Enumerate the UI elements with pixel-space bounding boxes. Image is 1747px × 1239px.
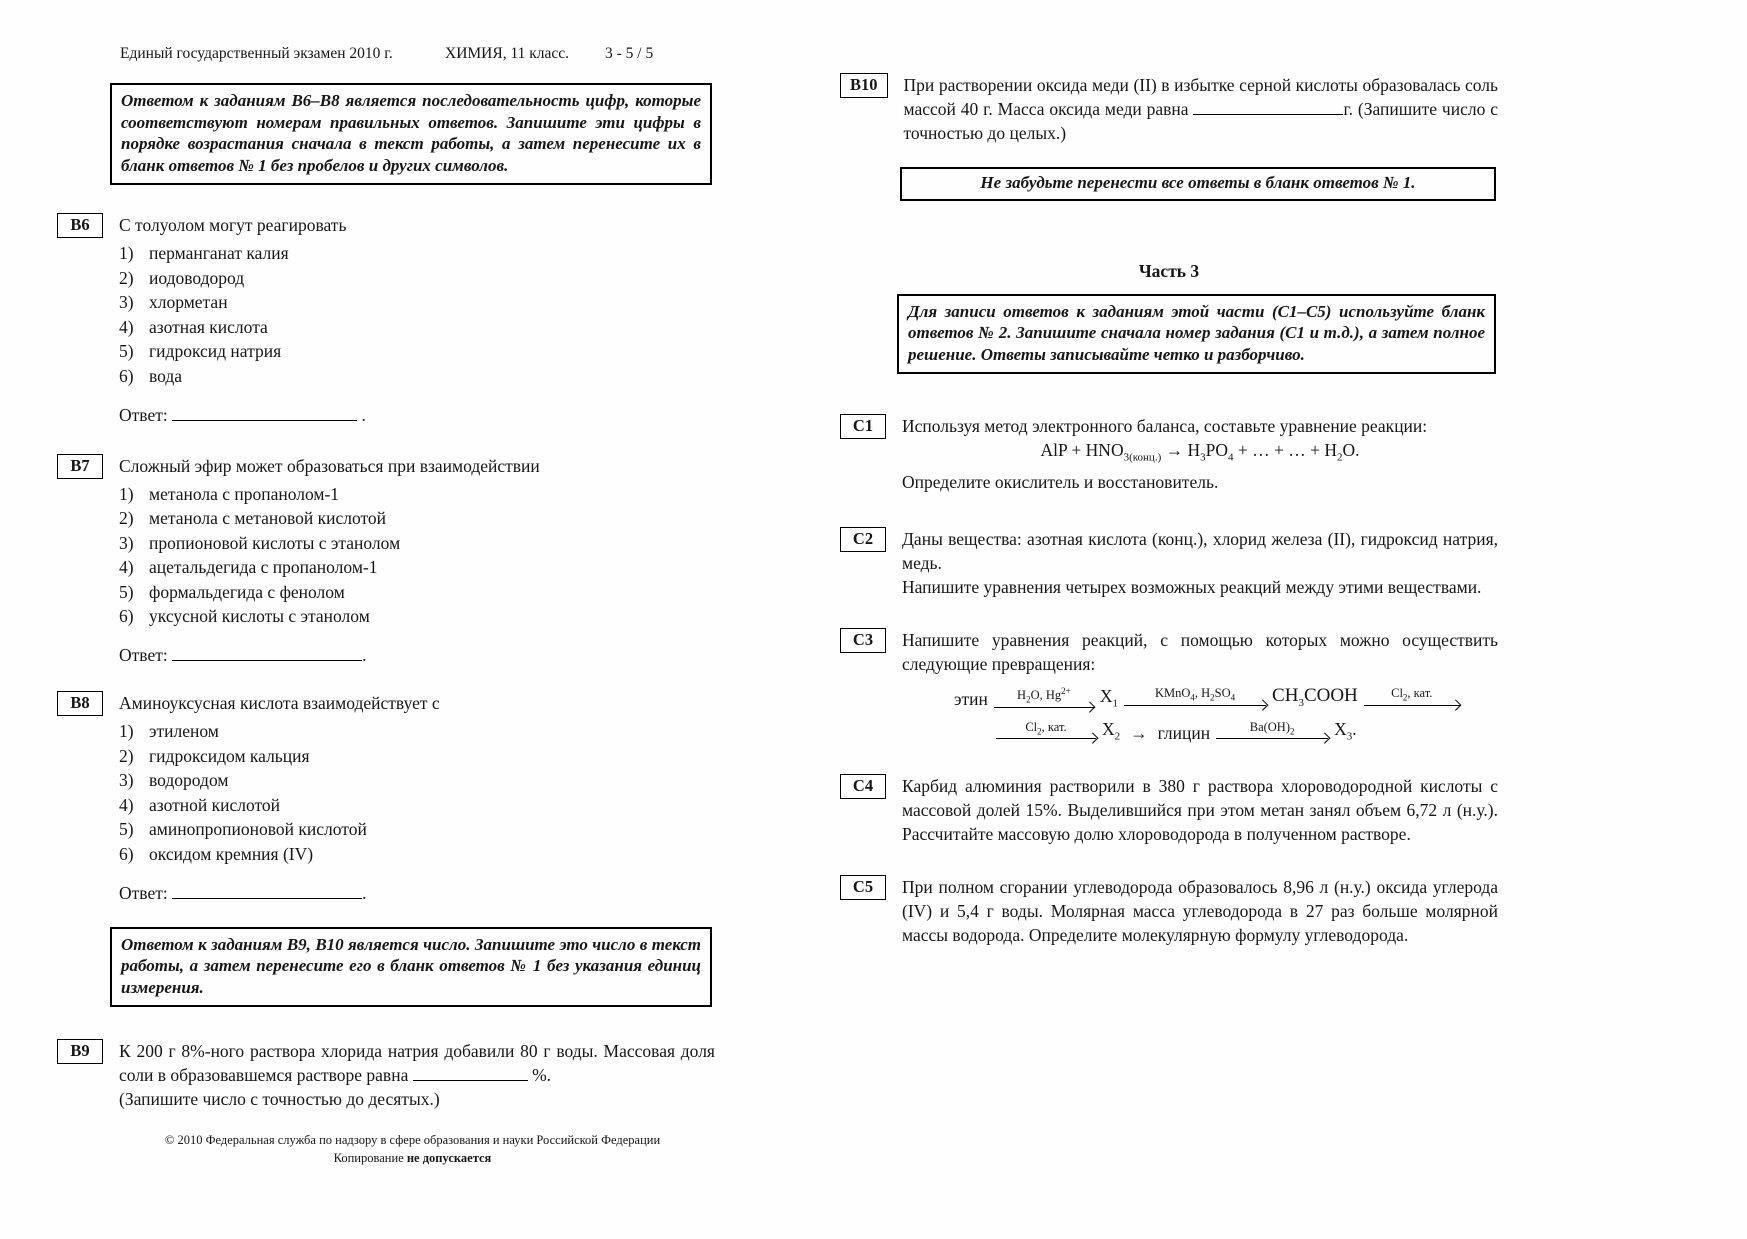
task-c4-text: Карбид алюминия растворили в 380 г раствора хлороводородной кислоты с массовой долей 15%. Выделившийся при этом метан занял объем 6,72 л (н.у.). Рассчитайте массовую долю хлороводорода в полученном растворе. [902,775,1498,844]
answer-blank [413,1067,528,1081]
task-c2 [840,527,1498,599]
task-c1-line1: Используя метод электронного баланса, составьте уравнение реакции: [902,416,1428,436]
task-b8-options [119,721,715,865]
footer-copy-notice-bold: не допускается [406,1151,492,1165]
option-item [119,292,715,313]
option-number: 5) [119,341,134,361]
task-b8 [57,691,715,905]
task-c2-id-box: С2 [840,527,886,552]
option-text: иодоводород [149,267,245,288]
task-c3-id-box: С3 [840,628,886,653]
option-item [119,746,715,767]
instruction-box-b9-b10: Ответом к заданиям В9, В10 является число. Запишите это число в текст работы, а затем перенесите его в бланк ответов № 1 без указания единиц измерения. [110,927,712,1008]
reaction-arrow [996,721,1096,746]
answer-label: Ответ: [119,882,168,903]
chain-product-species: $CH_3COOH$ [1272,684,1358,709]
answer-blank [172,647,362,661]
task-b9-text [119,1039,715,1087]
part3-title: Часть 3 [1138,260,1200,281]
chain-x3-species: $X_3$. [1334,719,1357,743]
task-b7 [57,454,715,668]
task-c4-body [902,774,1498,846]
answer-tail: . [362,645,367,665]
option-number: 1) [119,721,134,741]
answer-label: Ответ: [119,404,168,425]
left-column [57,45,715,1167]
page-header [57,45,715,67]
task-b7-question: Сложный эфир может образоваться при взаимодействии [119,455,540,476]
option-text: уксусной кислоты с этанолом [149,606,370,626]
page-footer [57,1131,715,1167]
option-item [119,317,715,338]
task-c3 [840,628,1498,749]
option-item [119,508,715,529]
reaction-arrow [1216,721,1328,746]
task-c1-id-box: С1 [840,414,886,439]
option-number: 4) [119,316,134,337]
task-b9 [57,1039,715,1111]
task-c4-id-box: С4 [840,774,886,799]
option-text: метанола с метановой кислотой [149,508,387,528]
task-b6-body [119,213,715,427]
option-number: 2) [119,508,134,528]
header-page-number: 3 - 5 / 5 [605,45,654,62]
task-c3-body [902,628,1498,749]
task-c4 [840,774,1498,846]
option-text: вода [149,365,183,386]
option-number: 5) [119,581,134,602]
footer-copyright: © 2010 Федеральная служба по надзору в сфере образования и науки Российской Федерации [164,1133,661,1147]
arrow-line [1364,705,1460,712]
task-c1-equation: AlP + $HNO_{3(конц.)} \to H_3PO_4$ + … + … + $H_2O$. [1040,440,1360,464]
task-b7-id-box: В7 [57,454,103,479]
task-b9-body [119,1039,715,1111]
option-item [119,366,715,387]
task-b10-body [904,73,1498,145]
answer-blank [1193,101,1343,115]
reaction-chain-row1 [950,684,1498,716]
option-number: 6) [119,606,134,626]
task-b10-id-box: В10 [840,73,888,98]
option-number: 3) [119,532,134,553]
task-b7-options [119,484,715,628]
task-b9-id-box: В9 [57,1039,103,1064]
option-number: 6) [119,843,134,864]
option-number: 6) [119,365,134,386]
task-b8-body [119,691,715,905]
task-c2-para1: Даны вещества: азотная кислота (конц.), хлорид железа (II), гидроксид натрия, медь. [902,528,1498,573]
option-text: гидроксид натрия [149,341,282,361]
option-item [119,243,715,264]
task-c5-id-box: С5 [840,875,886,900]
option-number: 1) [119,483,134,504]
arrow-line [1124,705,1266,712]
reaction-chain [902,684,1498,749]
option-number: 2) [119,267,134,288]
option-item [119,557,715,578]
task-c5-text: При полном сгорании углеводорода образовалось 8,96 л (н.у.) оксида углерода (IV) и 5,4 г воды. Молярная масса углеводорода в 27 раз больше молярной массы водорода. Определите молекулярную формулу углеводорода. [902,876,1498,945]
option-item [119,268,715,289]
task-c1-body [902,414,1498,494]
task-b10-text-after: г. (Запишите число с точностью до целых.) [903,99,1498,143]
option-number: 3) [119,292,134,312]
reminder-box: Не забудьте перенести все ответы в бланк ответов № 1. [900,167,1496,201]
option-text: ацетальдегида с пропанолом-1 [149,557,378,577]
reaction-arrow-label: KMnO$_4$, $H_2SO_4$ [1154,686,1236,703]
header-subject: ХИМИЯ, 11 класс. [445,45,570,62]
reaction-arrow [1124,687,1266,712]
option-text: водородом [149,770,229,790]
answer-blank [172,885,362,899]
option-item [119,533,715,554]
chain-start-species: этин [954,689,988,710]
task-c5-body [902,875,1498,947]
option-item [119,721,715,742]
option-text: метанола с пропанолом-1 [149,483,340,504]
chain-glycine-species: глицин [1157,722,1211,743]
chain-x2-species: $X_2$ [1102,719,1121,743]
option-text: этиленом [149,721,219,741]
option-number: 1) [119,243,134,263]
task-b9-text-after: %. [532,1065,552,1085]
option-text: азотной кислотой [149,794,281,815]
option-item [119,582,715,603]
task-b9-note: (Запишите число с точностью до десятых.) [119,1089,440,1109]
task-b7-answer-line [119,643,715,667]
reaction-arrow [994,685,1094,714]
task-b8-id-box: В8 [57,691,103,716]
option-item [119,341,715,362]
task-c5 [840,875,1498,947]
task-b8-question: Аминоуксусная кислота взаимодействует с [119,693,440,713]
option-number: 4) [119,557,134,577]
option-item [119,844,715,865]
reaction-arrow-label: $Cl_2$, кат. [1391,686,1433,703]
reaction-chain-row2 [994,717,1498,749]
task-b10 [840,73,1498,145]
task-b6-question: С толуолом могут реагировать [119,215,347,235]
option-text: азотная кислота [149,316,268,337]
task-b7-body [119,454,715,668]
chain-x1-species: $X_1$ [1099,685,1119,709]
option-number: 4) [119,794,134,815]
option-item [119,484,715,505]
footer-copy-notice-normal: Копирование [333,1151,407,1165]
instruction-box-c1-c5: Для записи ответов к заданиям этой части (С1–С5) используйте бланк ответов № 2. Запишите сначала номер задания (С1 и т.д.), а затем полное решение. Ответы записывайте четко и разборчиво. [897,294,1496,375]
answer-tail: . [362,882,367,903]
arrow-line [1216,738,1328,745]
task-b10-text-before: При растворении оксида меди (II) в избытке серной кислоты образовалась соль массой 40 г. Масса оксида меди равна [903,75,1498,119]
option-text: хлорметан [149,292,228,312]
task-b10-text [904,73,1498,145]
task-b6 [57,213,715,427]
option-item [119,819,715,840]
option-text: гидроксидом кальция [149,745,310,766]
option-item [119,770,715,791]
task-c1 [840,414,1498,494]
instruction-box-b6-b8: Ответом к заданиям В6–В8 является последовательность цифр, которые соответствуют номерам правильных ответов. Запишите эти цифры в порядке возрастания сначала в текст работы, а затем перенесите их в бланк ответов № 1 без пробелов и других символов. [110,83,712,185]
task-c1-line3: Определите окислитель и восстановитель. [902,471,1219,492]
option-text: формальдегида с фенолом [149,581,345,602]
reaction-arrow-label: $Ba(OH)_2$ [1249,719,1295,736]
option-text: оксидом кремния (IV) [149,843,314,864]
reaction-arrow-label: $Cl_2$, кат. [1025,719,1067,736]
option-number: 5) [119,819,134,839]
arrow-line [994,707,1094,714]
option-item [119,606,715,627]
option-item [119,795,715,816]
task-b6-options [119,243,715,387]
option-text: пропионовой кислоты с этанолом [149,532,401,553]
reaction-arrow-label: $H_2O$, $Hg^{2+}$ [1017,685,1071,705]
task-b8-answer-line [119,881,715,905]
header-exam-title: Единый государственный экзамен 2010 г. [120,45,393,62]
answer-blank [172,407,357,421]
task-b6-id-box: В6 [57,213,103,238]
task-b9-text-before: К 200 г 8%-ного раствора хлорида натрия добавили 80 г воды. Массовая доля соли в образовавшемся растворе равна [119,1041,715,1085]
plain-arrow: → [1130,722,1148,743]
task-c2-body [902,527,1498,599]
arrow-line [996,738,1096,745]
task-b6-answer-line [119,403,715,427]
option-number: 2) [119,745,134,766]
option-text: перманганат калия [149,243,289,263]
answer-label: Ответ: [119,645,168,665]
task-c2-para2: Напишите уравнения четырех возможных реакций между этими веществами. [902,576,1482,597]
option-text: аминопропионовой кислотой [149,819,367,839]
footer-copy-notice [110,1149,715,1167]
right-column [840,73,1498,947]
option-number: 3) [119,770,134,790]
answer-tail: . [361,404,366,425]
reaction-arrow [1364,687,1460,712]
task-c3-intro: Напишите уравнения реакций, с помощью которых можно осуществить следующие превращения: [902,629,1498,674]
